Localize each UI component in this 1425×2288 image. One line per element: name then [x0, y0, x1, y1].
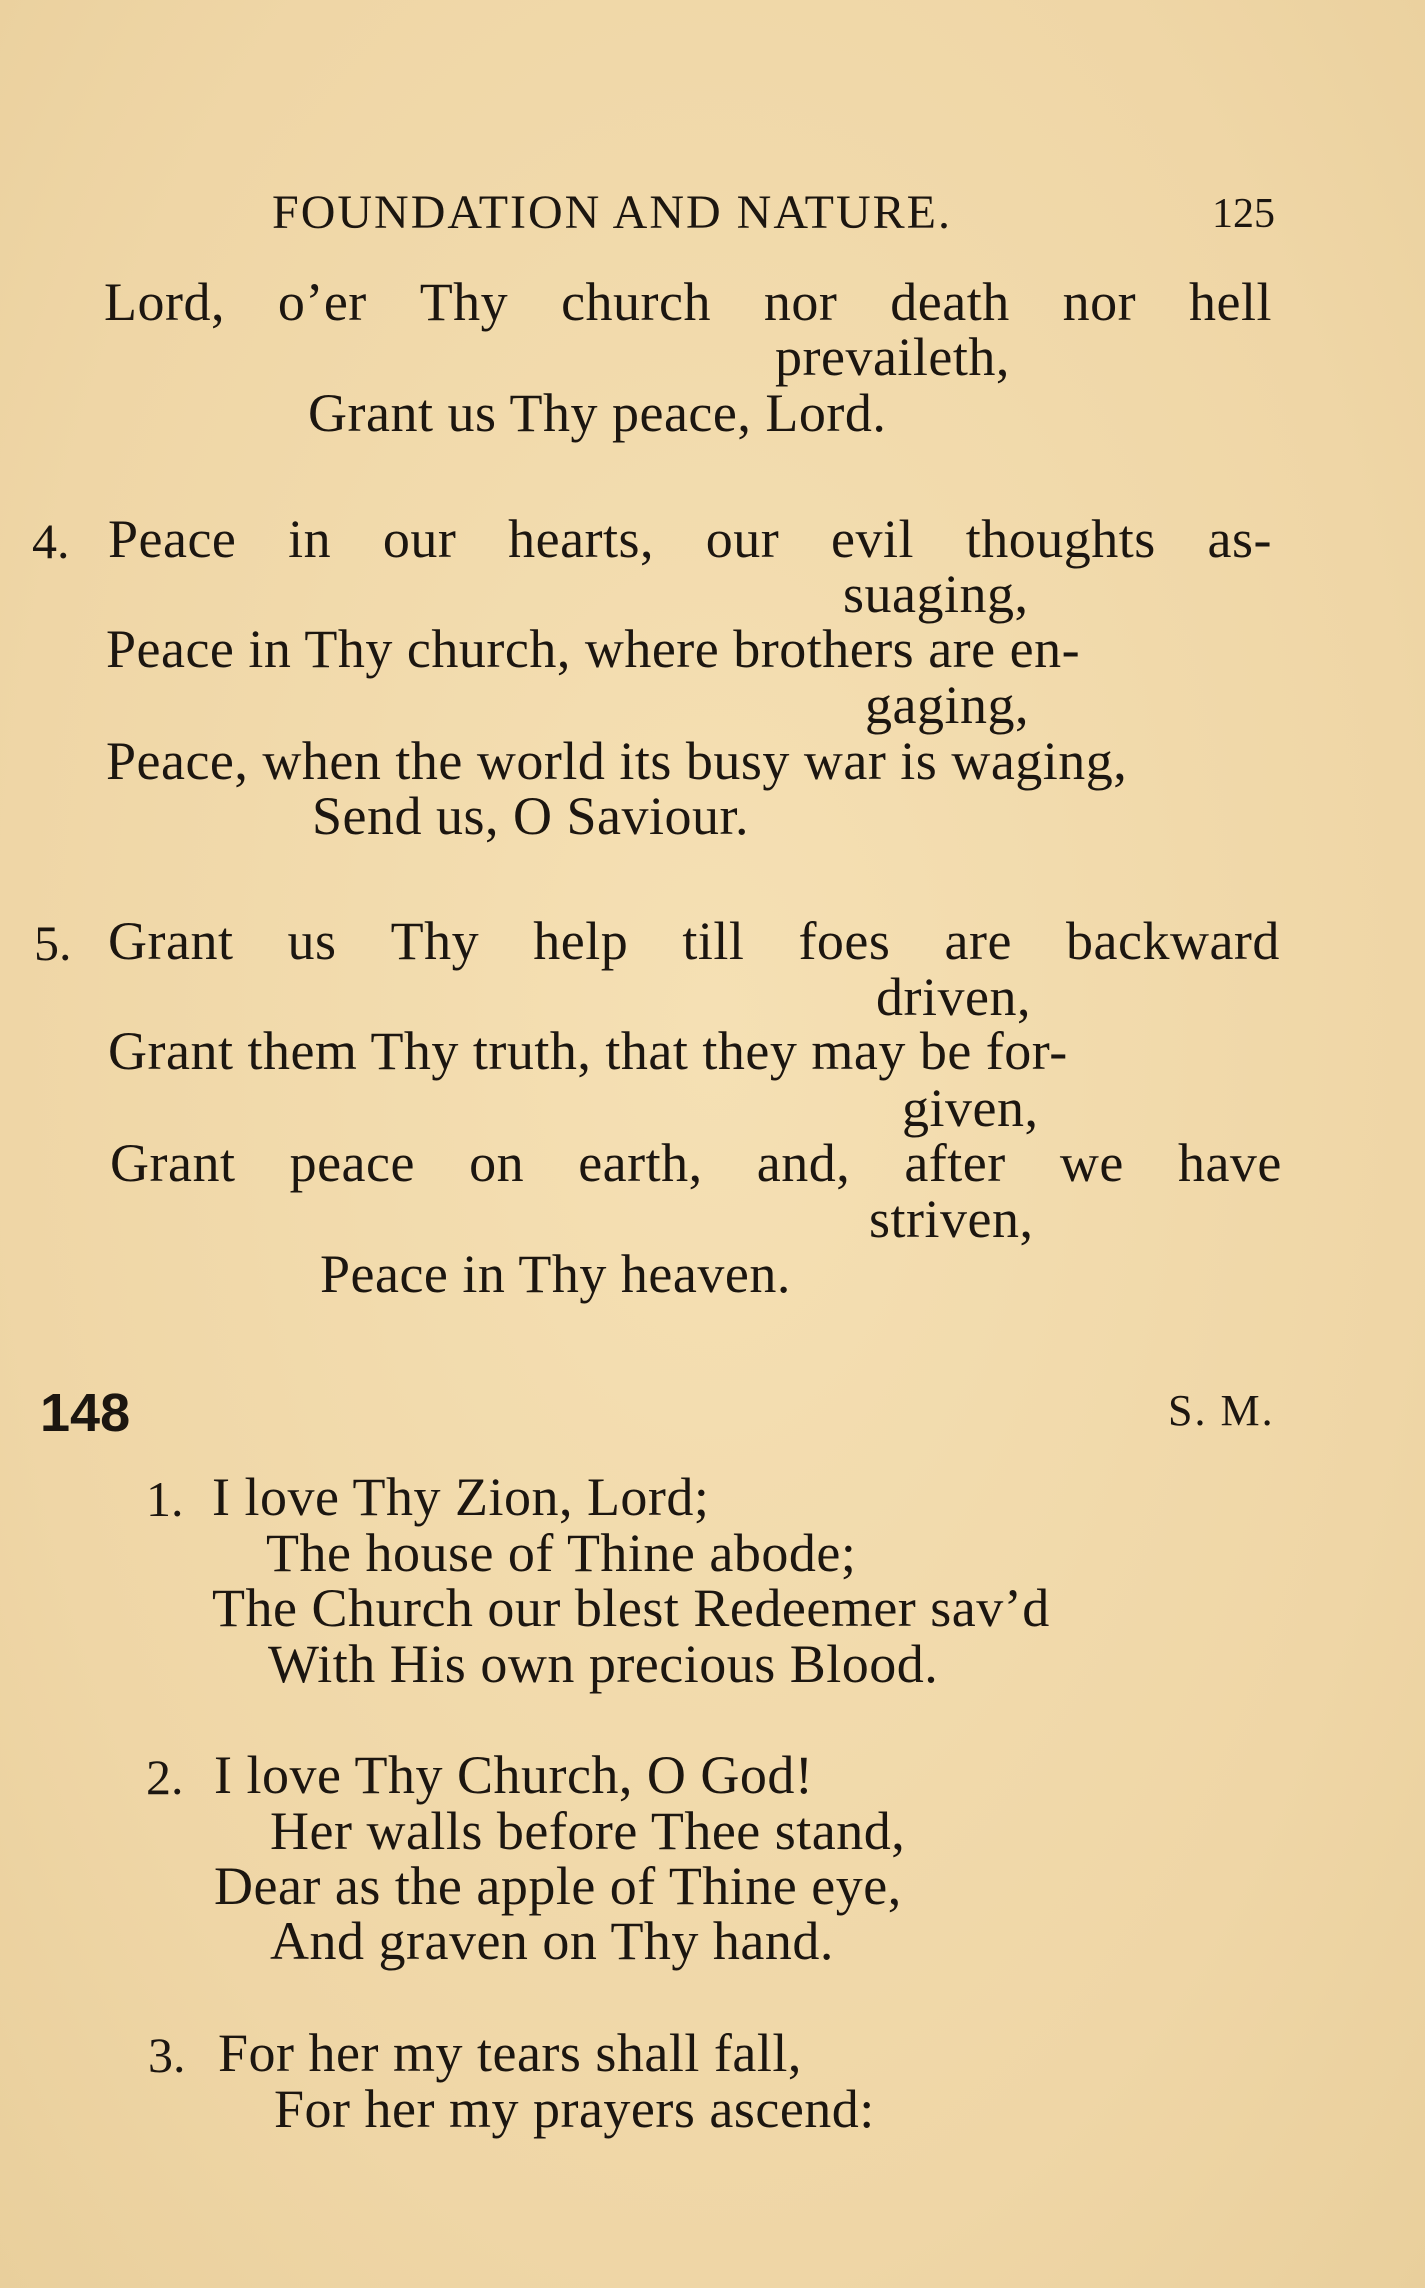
stanza-line-cont: striven,	[869, 1189, 1034, 1249]
verse-number: 5.	[34, 915, 72, 971]
verse-line: Her walls before Thee stand,	[270, 1801, 906, 1861]
word: in	[288, 509, 332, 569]
verse-line: And graven on Thy hand.	[270, 1911, 834, 1971]
verse-number: 2.	[146, 1749, 184, 1805]
word: Thy	[419, 272, 509, 332]
stanza-line: Send us, O Saviour.	[312, 786, 750, 846]
stanza-line	[108, 911, 1280, 971]
stanza-line: Grant them Thy truth, that they may be for-	[108, 1021, 1068, 1081]
stanza-line	[108, 509, 1272, 569]
word: and,	[756, 1133, 851, 1193]
verse-line: The Church our blest Redeemer sav’d	[212, 1578, 1050, 1638]
verse-line: For her my prayers ascend:	[274, 2079, 875, 2139]
stanza-line	[110, 1133, 1282, 1193]
running-header: FOUNDATION AND NATURE.	[272, 186, 952, 239]
verse-number: 3.	[148, 2027, 186, 2083]
word: our	[705, 509, 780, 569]
verse-line: The house of Thine abode;	[266, 1523, 857, 1583]
word: thoughts	[965, 509, 1156, 569]
stanza-line-cont: given,	[902, 1078, 1039, 1138]
word: Thy	[390, 911, 480, 971]
stanza-line: Peace, when the world its busy war is waging,	[106, 731, 1128, 791]
page-number: 125	[1212, 191, 1275, 237]
word: we	[1059, 1133, 1124, 1193]
word: hell	[1188, 272, 1272, 332]
word: us	[287, 911, 337, 971]
verse-line: Dear as the apple of Thine eye,	[214, 1856, 902, 1916]
word: foes	[798, 911, 891, 971]
word: o’er	[277, 272, 367, 332]
word: are	[944, 911, 1012, 971]
word: peace	[289, 1133, 415, 1193]
stanza-line	[104, 272, 1272, 332]
verse-line: I love Thy Church, O God!	[214, 1745, 814, 1805]
word: Lord,	[104, 272, 225, 332]
verse-line: For her my tears shall fall,	[218, 2023, 802, 2083]
word: death	[890, 272, 1010, 332]
verse-line: With His own precious Blood.	[268, 1634, 939, 1694]
word: our	[382, 509, 457, 569]
word: backward	[1066, 911, 1280, 971]
hymn-meter: S. M.	[1168, 1386, 1275, 1435]
verse-line: I love Thy Zion, Lord;	[212, 1467, 710, 1527]
word: on	[469, 1133, 525, 1193]
word: nor	[763, 272, 838, 332]
stanza-line: Grant us Thy peace, Lord.	[308, 383, 887, 443]
stanza-line: Peace in Thy church, where brothers are en-	[106, 619, 1081, 679]
word: earth,	[578, 1133, 703, 1193]
word: Grant	[110, 1133, 236, 1193]
word: help	[533, 911, 629, 971]
word: till	[682, 911, 745, 971]
word: as-	[1207, 509, 1272, 569]
stanza-line-cont: gaging,	[865, 675, 1029, 735]
word: Grant	[108, 911, 234, 971]
stanza-line-cont: prevaileth,	[775, 327, 1010, 387]
stanza-line-cont: driven,	[876, 967, 1031, 1027]
word: have	[1177, 1133, 1282, 1193]
stanza-line: Peace in Thy heaven.	[320, 1244, 791, 1304]
word: nor	[1062, 272, 1137, 332]
verse-number: 4.	[32, 513, 70, 569]
word: church	[561, 272, 711, 332]
stanza-line-cont: suaging,	[843, 564, 1029, 624]
hymn-number: 148	[40, 1383, 131, 1443]
word: evil	[831, 509, 914, 569]
word: hearts,	[508, 509, 655, 569]
word: Peace	[108, 509, 237, 569]
word: after	[904, 1133, 1006, 1193]
verse-number: 1.	[146, 1471, 184, 1527]
